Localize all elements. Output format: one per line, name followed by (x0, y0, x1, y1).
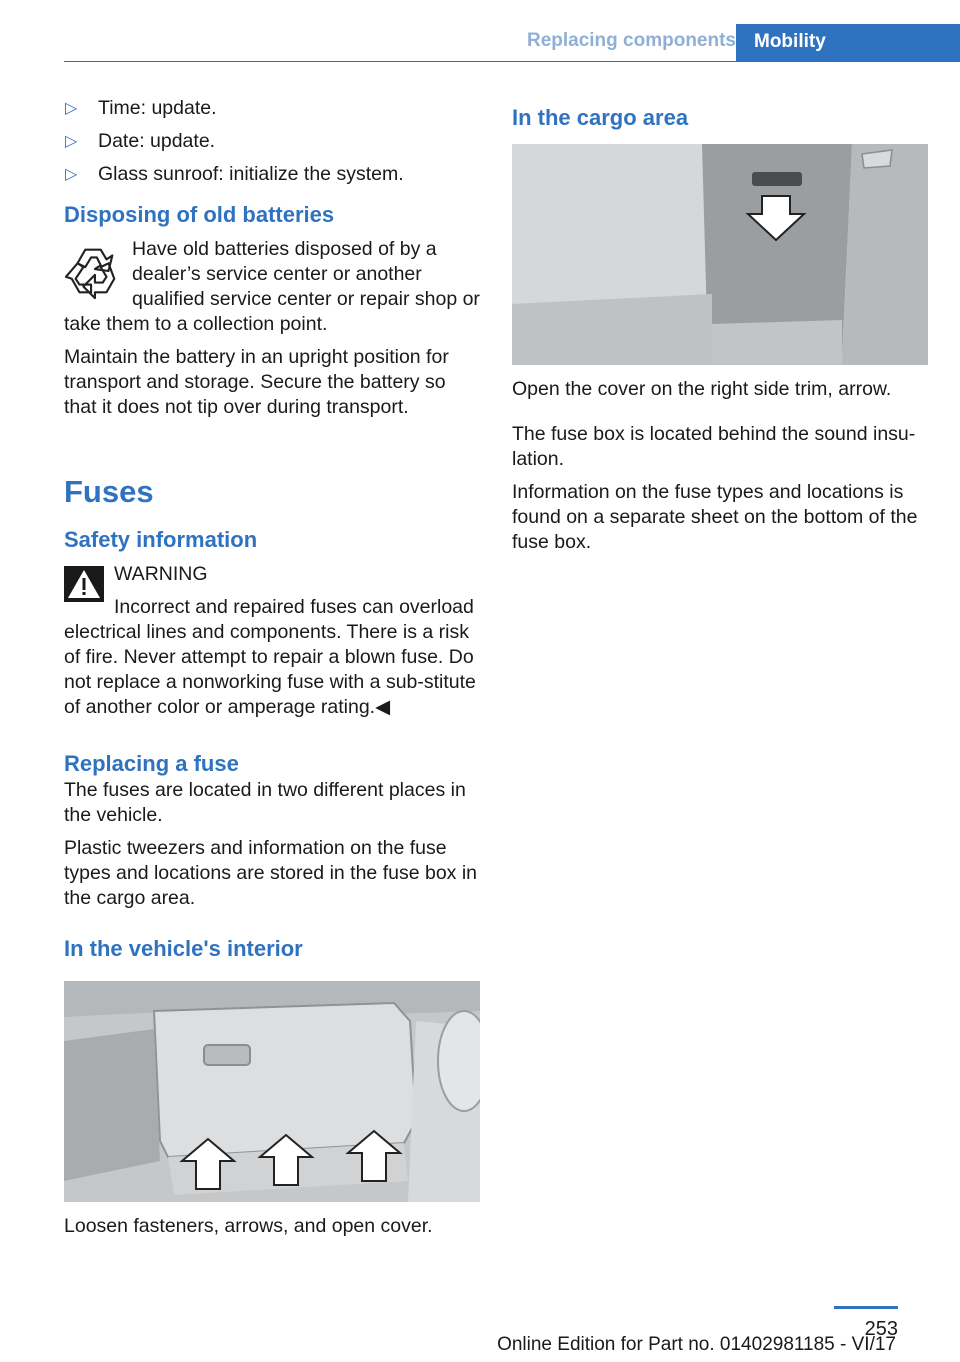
list-item: ▷ Date: update. (65, 130, 216, 152)
left-column (64, 96, 480, 1239)
triangle-bullet-icon: ▷ (65, 166, 78, 183)
right-column (512, 96, 928, 555)
warning-block (64, 562, 480, 720)
cargo-heading: In the cargo area (512, 105, 689, 130)
glovebox-image (64, 981, 480, 1202)
triangle-bullet-icon: ▷ (65, 100, 78, 117)
header-rule (64, 61, 960, 62)
header-section-title: Replacing components (526, 30, 736, 51)
list-item: ▷ Glass sunroof: initialize the system. (65, 163, 404, 185)
page-number: 253 (864, 1318, 898, 1340)
page-header (64, 24, 960, 62)
list-item: ▷ Time: update. (65, 97, 217, 119)
cargo-image (512, 144, 928, 365)
disposing-paragraph-1: Have old batteries disposed of by a dealer’s service center or another qualified service center or repair shop or take them to a collection point. (64, 238, 480, 335)
footer-rule (834, 1306, 898, 1309)
footer-edition-text: Online Edition for Part no. 01402981185 - VI/17 (497, 1334, 896, 1355)
replacing-paragraph-2: Plastic tweezers and information on the fuse types and locations are stored in the fuse box in the cargo area. (64, 837, 478, 909)
disposing-paragraph-2: Maintain the battery in an upright position for transport and storage. Secure the battery so that it does not tip over during transport. (64, 346, 449, 418)
warning-text: Incorrect and repaired fuses can overload electrical lines and components. There is a risk of fire. Never attempt to repair a blown fuse. Do not replace a nonworking fuse with a sub-stitute of another color or amperage rating.◀ (64, 596, 476, 718)
interior-caption: Loosen fasteners, arrows, and open cover. (64, 1215, 433, 1237)
safety-heading: Safety information (64, 527, 258, 552)
interior-heading: In the vehicle's interior (64, 936, 303, 961)
glovebox-illustration (64, 981, 480, 1202)
disposing-heading: Disposing of old batteries (64, 202, 335, 227)
replacing-paragraph-1: The fuses are located in two different places in the vehicle. (64, 779, 466, 826)
disposing-block (64, 237, 480, 420)
fuses-title: Fuses (64, 474, 154, 509)
cargo-paragraph-1: The fuse box is located behind the sound insu-lation. (512, 423, 916, 470)
cargo-caption: Open the cover on the right side trim, arrow. (512, 378, 892, 400)
cargo-paragraph-2: Information on the fuse types and locations is found on a separate sheet on the bottom of the fuse box. (512, 481, 918, 553)
header-chapter-tab: Mobility (736, 24, 960, 62)
replacing-heading: Replacing a fuse (64, 751, 239, 776)
cargo-illustration (512, 144, 928, 365)
settings-list (64, 96, 480, 187)
triangle-bullet-icon: ▷ (65, 133, 78, 150)
warning-icon (64, 566, 104, 602)
recycle-icon (64, 241, 122, 301)
warning-label: WARNING (114, 563, 208, 585)
